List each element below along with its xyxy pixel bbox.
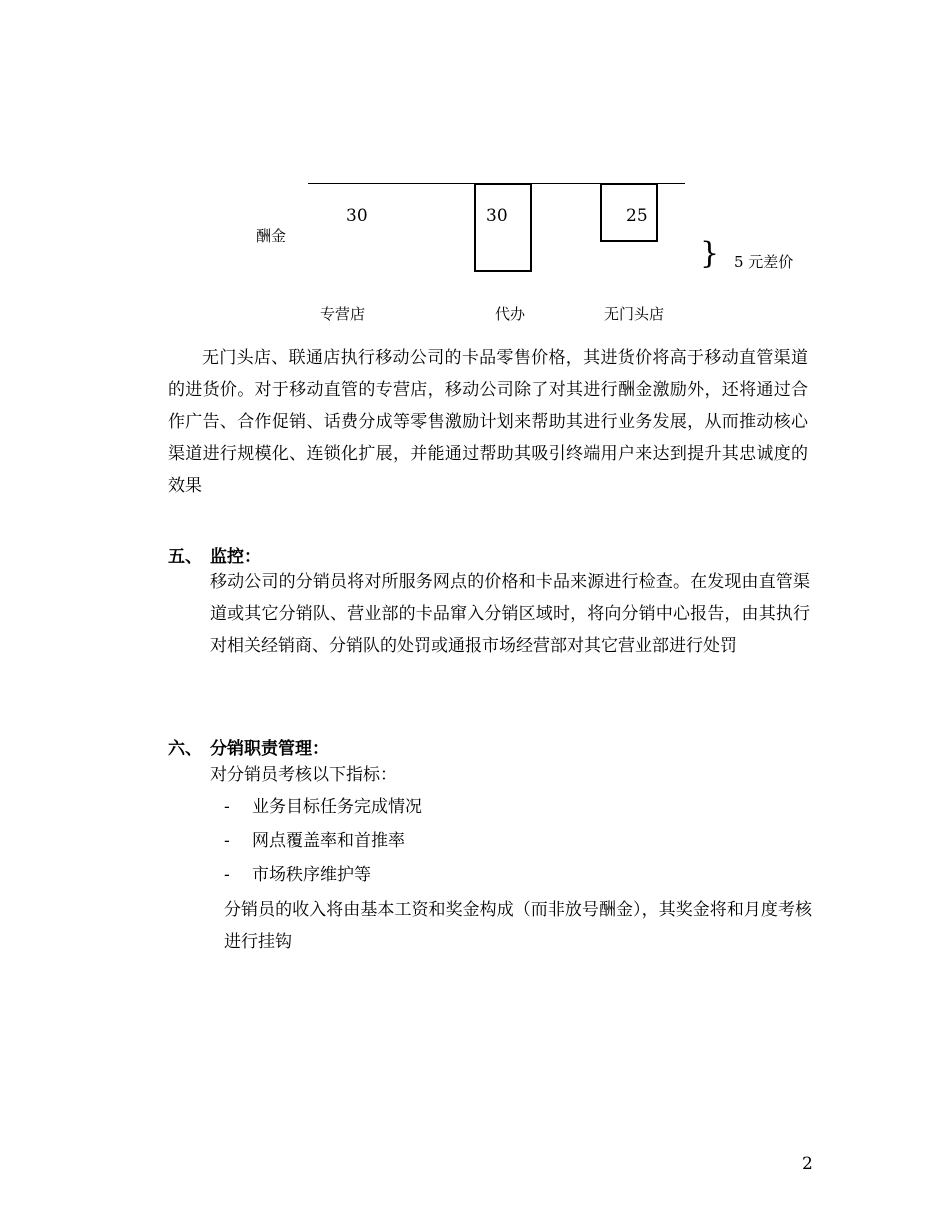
agent-value: 30	[486, 206, 508, 226]
agent-bar	[474, 183, 532, 272]
exclusive-store-label: 专营店	[320, 305, 366, 323]
no-storefront-label: 无门头店	[604, 305, 665, 323]
section-5-body: 移动公司的分销员将对所服务网点的价格和卡品来源进行检查。在发现由直管渠道或其它分销队、营业部的卡品窜入分销区域时，将向分销中心报告，由其执行对相关经销商、分销队的处罚或通报市场经营部对其它营业部进行处罚	[210, 572, 810, 656]
section-6-heading	[168, 734, 329, 759]
bullet-marker: -	[224, 865, 230, 885]
section-5-number: 五、	[168, 547, 202, 567]
commission-row-label: 酬金	[256, 227, 287, 245]
section-5-title: 监控：	[210, 547, 261, 567]
list-item	[224, 825, 405, 857]
exclusive-store-value: 30	[346, 206, 368, 226]
list-item	[224, 791, 422, 823]
section-6-number: 六、	[168, 739, 202, 759]
bullet-marker: -	[224, 831, 230, 851]
section-6-closing: 分销员的收入将由基本工资和奖金构成（而非放号酬金），其奖金将和月度考核进行挂钩	[224, 900, 812, 952]
page-number: 2	[802, 1154, 813, 1174]
pricing-paragraph: 无门头店、联通店执行移动公司的卡品零售价格，其进货价将高于移动直管渠道的进货价。对于移动直管的专营店，移动公司除了对其进行酬金激励外，还将通过合作广告、合作促销、话费分成等零售激励计划来帮助其进行业务发展，从而推动核心渠道进行规模化、连锁化扩展，并能通过帮助其吸引终端用户来达到提升其忠诚度的效果	[168, 348, 808, 496]
list-item	[224, 859, 371, 891]
list-item-text: 业务目标任务完成情况	[252, 797, 422, 817]
section-6-title: 分销职责管理：	[210, 739, 329, 759]
no-storefront-value: 25	[626, 206, 648, 226]
difference-brace: }	[700, 236, 720, 271]
section-5-heading	[168, 542, 261, 567]
section-6-intro: 对分销员考核以下指标：	[210, 765, 397, 785]
list-item-text: 网点覆盖率和首推率	[252, 831, 405, 851]
list-item-text: 市场秩序维护等	[252, 865, 371, 885]
difference-note: 5 元差价	[734, 253, 794, 271]
bullet-marker: -	[224, 797, 230, 817]
agent-label: 代办	[495, 305, 526, 323]
